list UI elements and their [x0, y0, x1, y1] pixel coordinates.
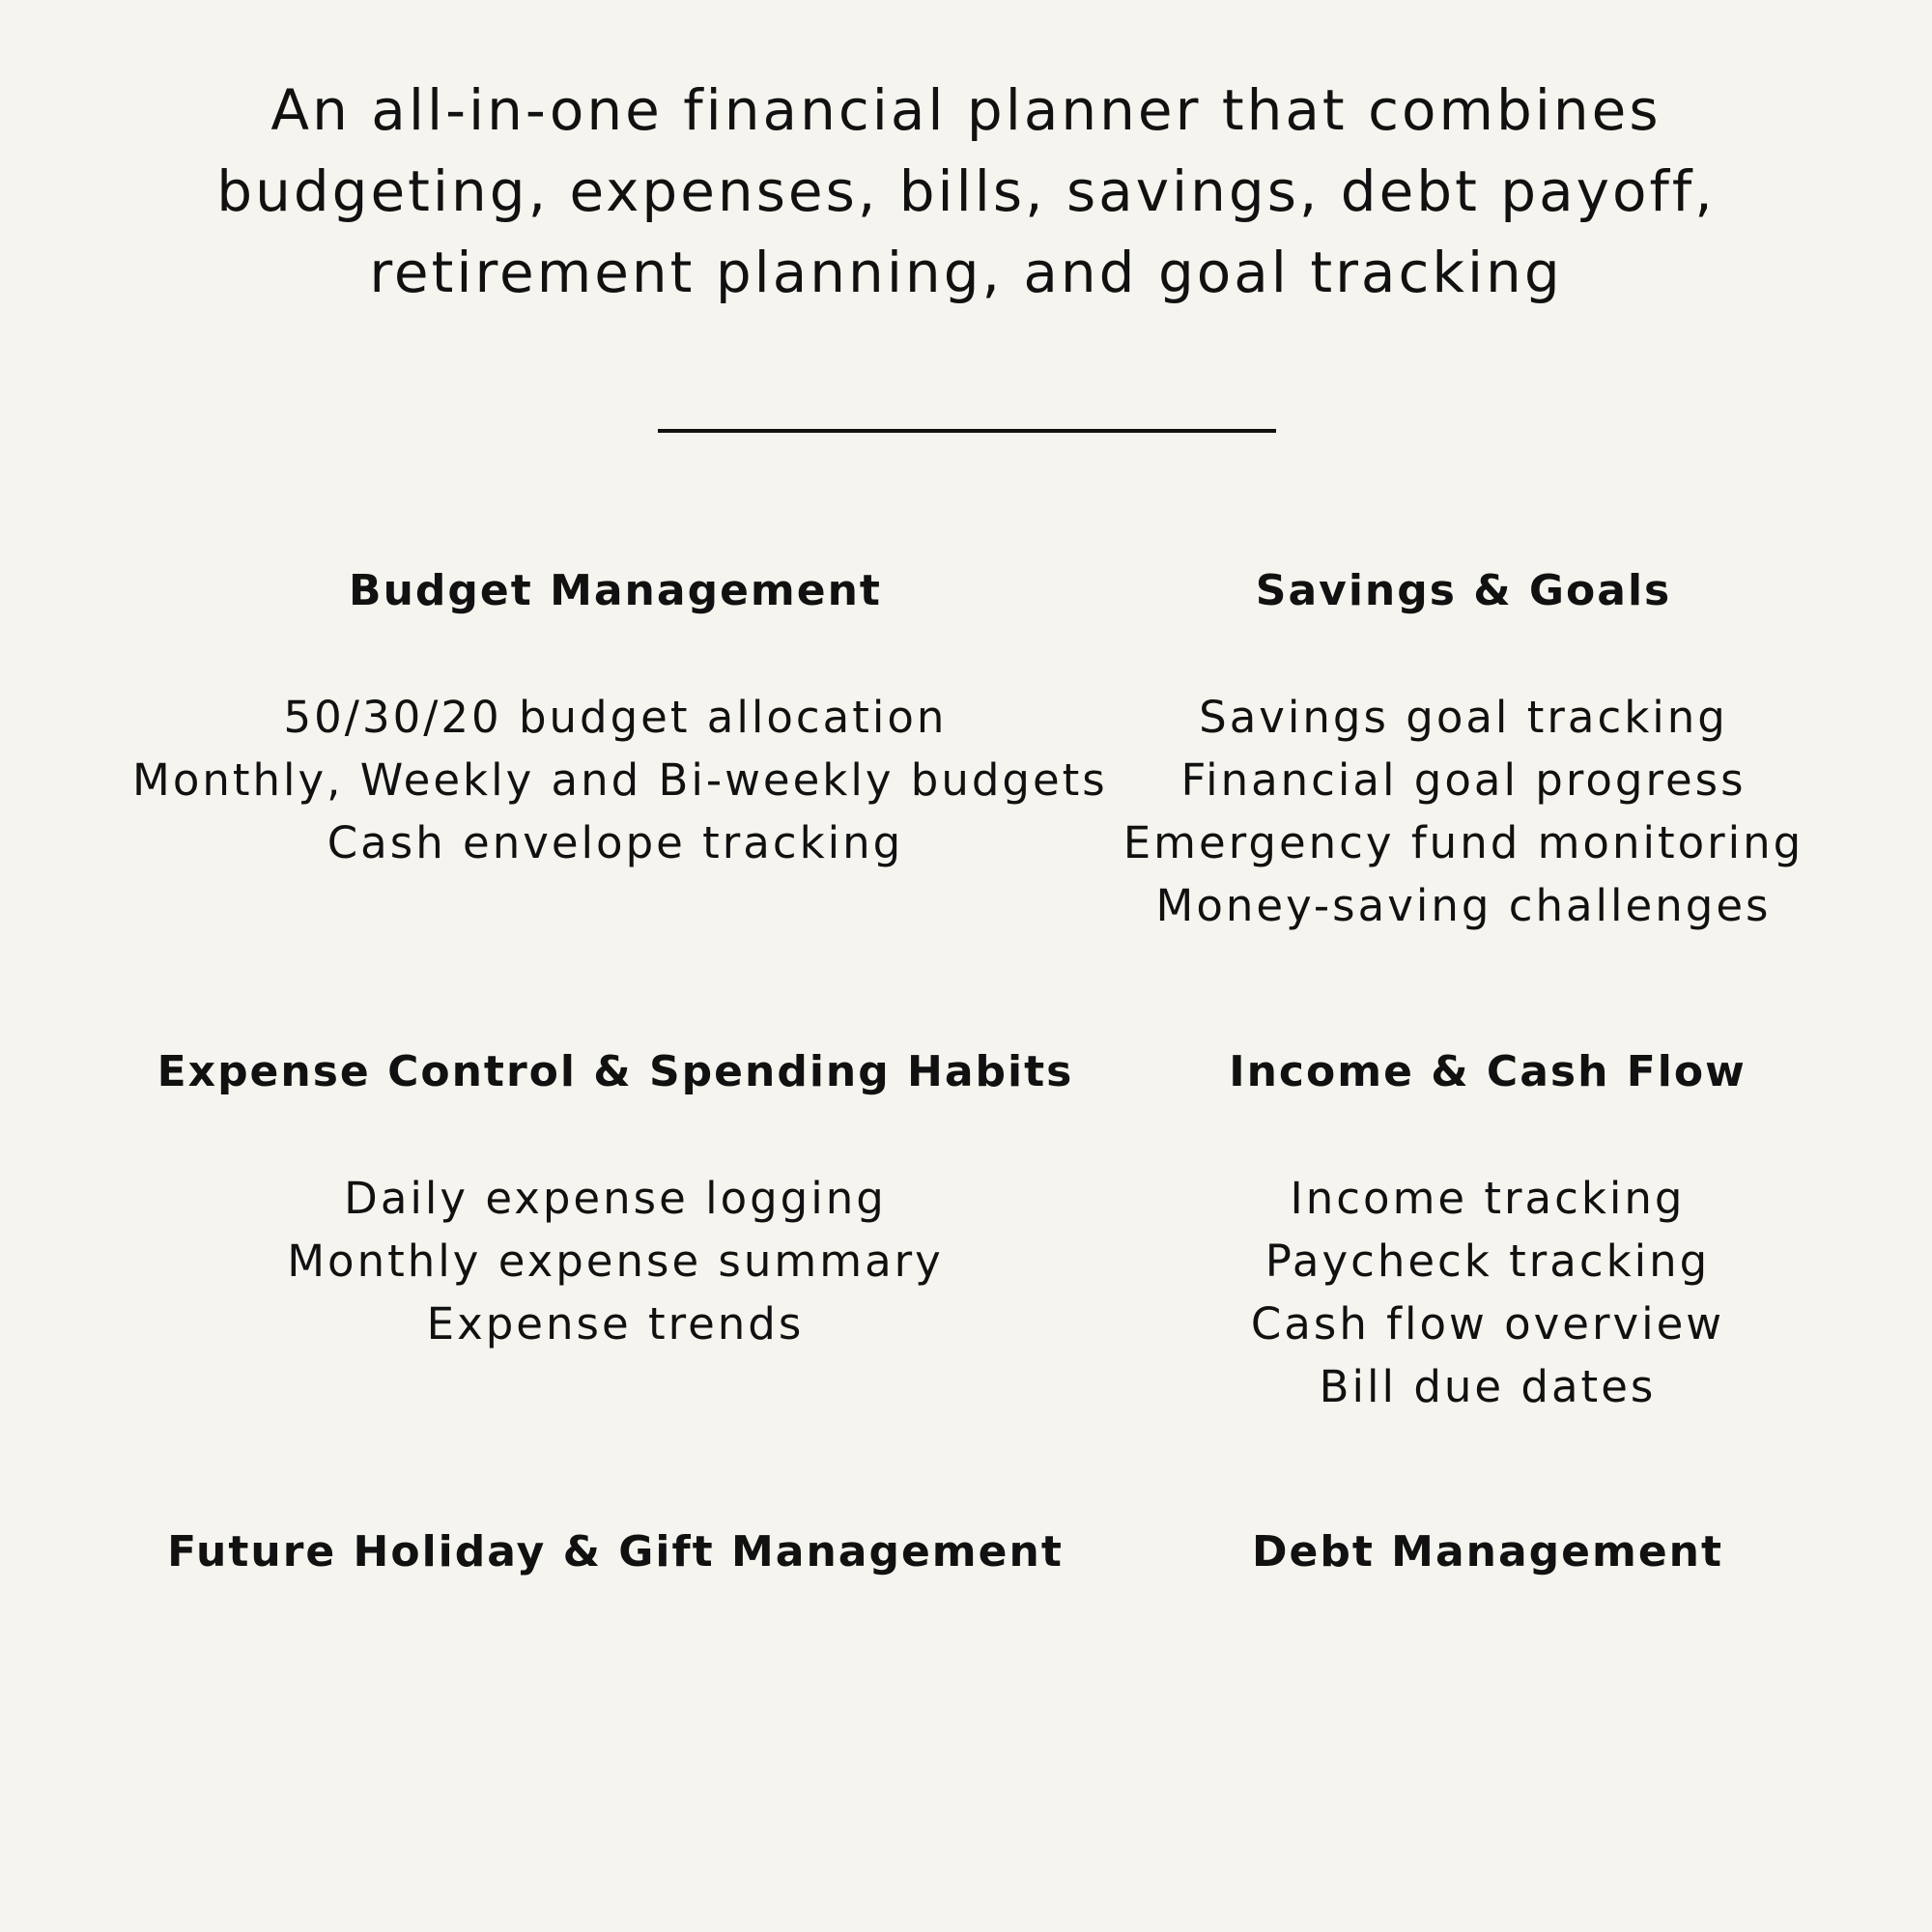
feature-list	[132, 1167, 1098, 1355]
section-debt-management	[1005, 1523, 1932, 1581]
feature-item: Paycheck tracking	[1264, 1236, 1711, 1287]
headline	[145, 70, 1787, 313]
headline-line: budgeting, expenses, bills, savings, debt payoff,	[216, 158, 1716, 224]
feature-item: Daily expense logging	[344, 1173, 887, 1224]
headline-line: An all-in-one financial planner that combines	[270, 77, 1662, 143]
section-title: Debt Management	[1251, 1527, 1724, 1577]
section-title: Expense Control & Spending Habits	[156, 1047, 1074, 1096]
feature-item: Cash flow overview	[1250, 1298, 1725, 1350]
section-title: Future Holiday & Gift Management	[167, 1527, 1064, 1577]
feature-list	[1005, 1167, 1932, 1418]
section-expense-control	[132, 1043, 1098, 1355]
feature-item: Income tracking	[1290, 1173, 1686, 1224]
feature-item: Savings goal tracking	[1199, 692, 1728, 743]
section-savings-goals	[980, 562, 1932, 937]
section-budget-management	[132, 562, 1108, 874]
divider	[658, 429, 1276, 433]
feature-item: Money-saving challenges	[1155, 880, 1772, 931]
feature-list	[980, 686, 1932, 937]
section-title: Budget Management	[349, 566, 882, 615]
headline-line: retirement planning, and goal tracking	[369, 240, 1563, 305]
section-holiday-gift-management	[132, 1523, 1098, 1581]
feature-item: Financial goal progress	[1180, 754, 1747, 806]
feature-item: 50/30/20 budget allocation	[283, 692, 948, 743]
section-title: Savings & Goals	[1255, 566, 1672, 615]
feature-item: Emergency fund monitoring	[1122, 817, 1804, 868]
feature-item: Monthly expense summary	[287, 1236, 944, 1287]
section-income-cash-flow	[1005, 1043, 1932, 1418]
feature-item: Bill due dates	[1319, 1361, 1657, 1412]
feature-item: Monthly, Weekly and Bi-weekly budgets	[132, 754, 1108, 806]
feature-list	[132, 686, 1108, 874]
section-title: Income & Cash Flow	[1229, 1047, 1747, 1096]
feature-item: Cash envelope tracking	[327, 817, 904, 868]
feature-item: Expense trends	[426, 1298, 805, 1350]
